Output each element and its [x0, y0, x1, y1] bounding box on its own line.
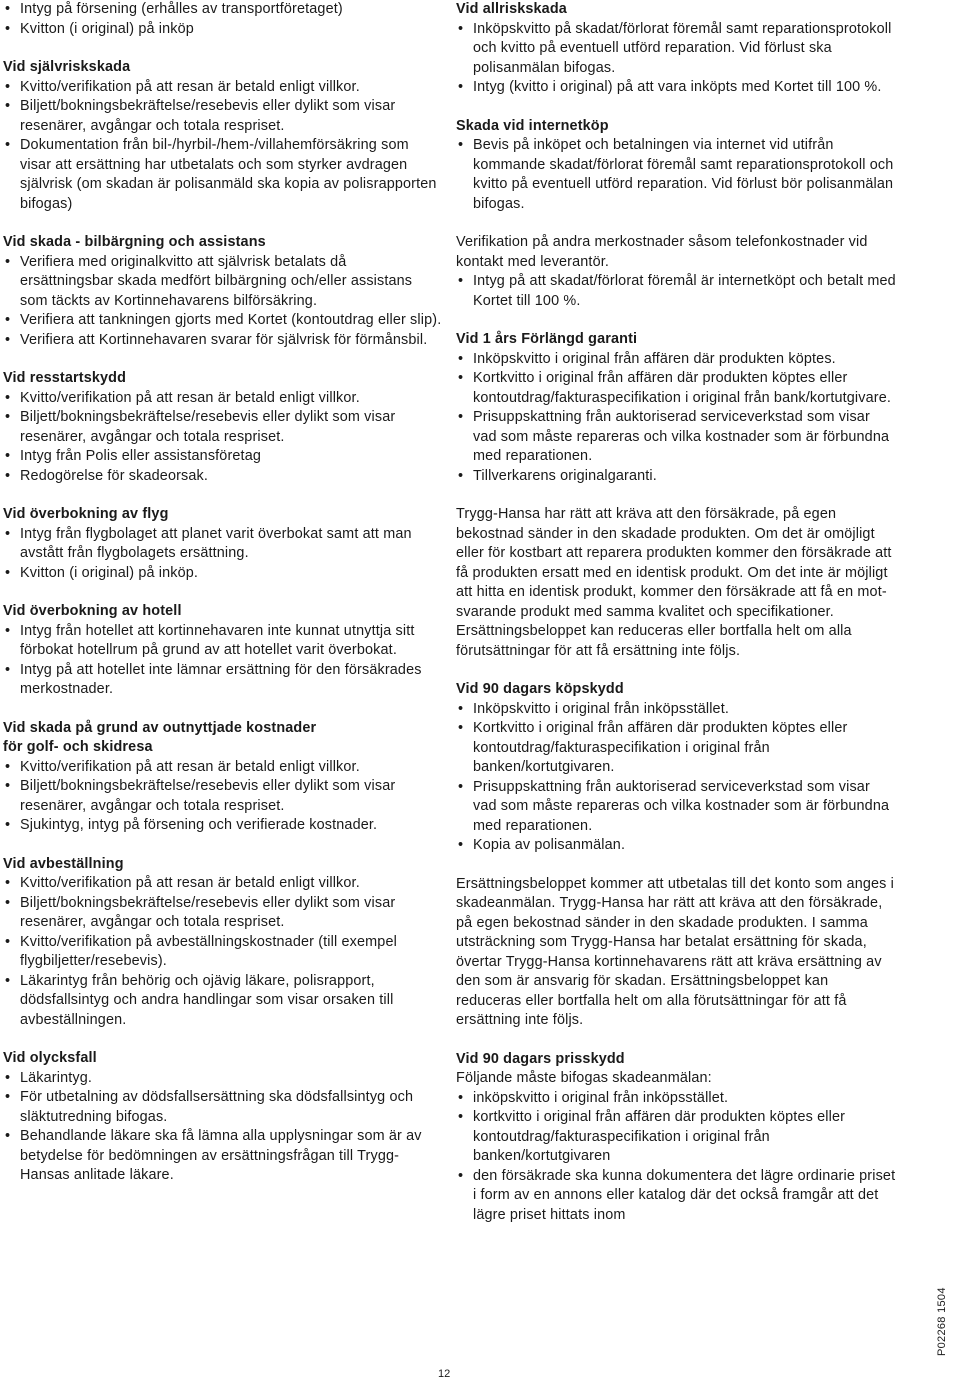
list-item: • Biljett/bokningsbekräftelse/resebevis eller dylikt som visar resenärer, avgångar och totala respriset.: [3, 97, 443, 136]
list-item: • Kortkvitto i original från affären där produkten köptes eller kontoutdrag/fakturaspecifikation i original från bank/kortutgivare.: [456, 369, 896, 408]
list-item: • Kvitton (i original) på inköp.: [3, 564, 443, 584]
right-column: [456, 0, 896, 1225]
list-item: • Dokumentation från bil-/hyrbil-/hem-/villahemförsäkring som visar att ersättning har utbetalats och som styrker avdragen självrisk (om skadan är polisanmäld ska kopia av polisrapporten bifogas): [3, 136, 443, 214]
section-overbokning-hotell: [3, 602, 443, 700]
paragraph: Trygg-Hansa har rätt att kräva att den försäkrade, på egen bekostnad sänder in den skadade produkten. Om det är omöjligt eller för kostbart att reparera produkten kommer den försäkrade att få produkten ersatt med en identisk produkt. Om det inte är möjligt att hitta en identisk produkt, kommer den försäkrade att få en motsvarande produkt med samma kvalitet och specifikationer. Ersättningsbeloppet kan reduceras eller bortfalla helt om alla förutsättningar för att få ersättning inte följs.: [456, 506, 892, 659]
paragraph: Verifikation på andra merkostnader såsom telefonkostnader vid kontakt med leverantör.: [456, 234, 868, 270]
section-heading: Vid överbokning av hotell: [3, 603, 182, 619]
section-internetkop-merkostnader: [456, 233, 896, 311]
bullet-list: [3, 0, 443, 39]
list-item: • Kopia av polisanmälan.: [456, 836, 896, 856]
list-item: • Intyg på att skadat/förlorat föremål är internetköpt och betalt med Kortet till 100 %.: [456, 272, 896, 311]
section-outnyttjade-kostnader: [3, 719, 443, 836]
paragraph: Ersättningsbeloppet kommer att utbetalas till det konto som anges i skadeanmälan. Trygg-Hansa har rätt att kräva att den försäkrade, på egen bekostnad sänder in den skadade produkten. I samma utsträckning som Trygg-Hansa har betalat ersättning för skada, övertar Trygg-Hansa kortinnehavarens rätt att kräva ersättning av den som är ansvarig för skadan. Ersättningsbeloppet kan reduceras eller bortfalla helt om alla förutsättningar för att få ersättning inte följs.: [456, 875, 895, 1028]
section-internetkop: [456, 117, 896, 215]
list-item: • Intyg (kvitto i original) på att vara inköpts med Kortet till 100 %.: [456, 78, 896, 98]
bullet-list: [456, 272, 896, 311]
list-item: • Verifiera att Kortinnehavaren svarar för självrisk för förmånsbil.: [3, 331, 443, 351]
section-sjalvrisk: [3, 58, 443, 214]
section-forlangd-garanti-text: [456, 505, 896, 661]
section-prisskydd: [456, 1050, 896, 1226]
list-item: • Verifiera att tankningen gjorts med Kortet (kontoutdrag eller slip).: [3, 311, 443, 331]
list-item: • Intyg på försening (erhålles av transportföretaget): [3, 0, 443, 20]
page-number: 12: [438, 1368, 451, 1380]
section-heading: Vid skada - bilbärgning och assistans: [3, 234, 266, 250]
bullet-list: [3, 1069, 443, 1186]
section-olycksfall: [3, 1049, 443, 1186]
left-column: [3, 0, 443, 1186]
bullet-list: [3, 758, 443, 836]
section-heading: Vid skada på grund av outnyttjade kostnader: [3, 719, 317, 736]
list-item: • inköpskvitto i original från inköpsstället.: [456, 1089, 896, 1109]
bullet-list: [3, 253, 443, 351]
section-heading: Skada vid internetköp: [456, 117, 609, 134]
section-heading: Vid resstartskydd: [3, 370, 127, 386]
list-item: • Tillverkarens originalgaranti.: [456, 467, 896, 487]
list-item: • Sjukintyg, intyg på försening och verifierade kostnader.: [3, 816, 443, 836]
section-bilbargning: [3, 233, 443, 350]
list-item: • Prisuppskattning från auktoriserad serviceverkstad som visar vad som måste repareras och vilka kostnader som är förbundna med reparationen.: [456, 778, 896, 837]
list-item: • Behandlande läkare ska få lämna alla upplysningar som är av betydelse för bedömningen av ersättningsfrågan till Trygg-Hansas anlitade läkare.: [3, 1127, 443, 1186]
list-item: • Biljett/bokningsbekräftelse/resebevis eller dylikt som visar resenärer, avgångar och totala respriset.: [3, 408, 443, 447]
list-item: • den försäkrade ska kunna dokumentera det lägre ordinarie priset i form av en annons eller katalog där det också framgår att det lägre priset hittats inom: [456, 1167, 896, 1226]
bullet-list: [456, 20, 896, 98]
list-item: • Intyg från Polis eller assistansföretag: [3, 447, 443, 467]
list-item: • kortkvitto i original från affären där produkten köptes eller kontoutdrag/fakturaspecifikation i original från banken/kortutgivaren: [456, 1108, 896, 1167]
section-allrisk: [456, 0, 896, 98]
list-item: • Biljett/bokningsbekräftelse/resebevis eller dylikt som visar resenärer, avgångar och totala respriset.: [3, 777, 443, 816]
list-item: • Bevis på inköpet och betalningen via internet vid utifrån kommande skadat/förlorat föremål samt reparationsprotokoll och kvitto på eventuell utförd reparation. Vid förlust bör polisanmälan bifogas.: [456, 136, 896, 214]
list-item: • Biljett/bokningsbekräftelse/resebevis eller dylikt som visar resenärer, avgångar och totala respriset.: [3, 894, 443, 933]
section-forlangd-garanti: [456, 330, 896, 486]
list-item: • Kortkvitto i original från affären där produkten köptes eller kontoutdrag/fakturaspecifikation i original från banken/kortutgivaren.: [456, 719, 896, 778]
bullet-list: [456, 700, 896, 856]
section-heading: Vid självriskskada: [3, 59, 131, 75]
section-heading: Vid allriskskada: [456, 1, 567, 17]
section-heading: Vid 1 års Förlängd garanti: [456, 331, 638, 347]
bullet-list: [3, 874, 443, 1030]
section-heading: Vid 90 dagars köpskydd: [456, 681, 624, 697]
section-heading-line2: för golf- och skidresa: [3, 739, 153, 755]
section-top: [3, 0, 443, 39]
list-item: • Kvitto/verifikation på avbeställningskostnader (till exempel flygbiljetter/resebevis).: [3, 933, 443, 972]
list-item: • Kvitto/verifikation på att resan är betald enligt villkor.: [3, 758, 443, 778]
section-resstartskydd: [3, 369, 443, 486]
section-overbokning-flyg: [3, 505, 443, 583]
list-item: • Kvitton (i original) på inköp: [3, 20, 443, 40]
list-item: • Inköpskvitto i original från inköpsstället.: [456, 700, 896, 720]
section-heading: Vid överbokning av flyg: [3, 506, 169, 522]
list-item: • Kvitto/verifikation på att resan är betald enligt villkor.: [3, 874, 443, 894]
bullet-list: [456, 136, 896, 214]
list-item: • Intyg från hotellet att kortinnehavaren inte kunnat utnyttja sitt förbokat hotellrum på grund av att hotellet varit överbokat.: [3, 622, 443, 661]
bullet-list: [3, 525, 443, 584]
bullet-list: [3, 389, 443, 487]
bullet-list: [456, 350, 896, 487]
list-item: • Prisuppskattning från auktoriserad serviceverkstad som visar vad som måste repareras och vilka kostnader som är förbundna med reparationen.: [456, 408, 896, 467]
list-item: • Inköpskvitto i original från affären där produkten köptes.: [456, 350, 896, 370]
section-heading: Vid 90 dagars prisskydd: [456, 1050, 625, 1067]
list-item: • Kvitto/verifikation på att resan är betald enligt villkor.: [3, 78, 443, 98]
list-item: • Kvitto/verifikation på att resan är betald enligt villkor.: [3, 389, 443, 409]
bullet-list: [456, 1089, 896, 1226]
list-item: • Inköpskvitto på skadat/förlorat föremål samt reparationsprotokoll och kvitto på eventuell utförd reparation. Vid förlust ska polisanmälan bifogas.: [456, 20, 896, 79]
document-code: P02268 1504: [936, 1287, 948, 1356]
section-heading: Vid avbeställning: [3, 855, 124, 872]
section-avbestallning: [3, 855, 443, 1031]
list-item: • För utbetalning av dödsfallsersättning ska dödsfallsintyg och släktutredning bifogas.: [3, 1088, 443, 1127]
list-item: • Läkarintyg från behörig och ojävig läkare, polisrapport, dödsfallsintyg och andra handlingar som visar orsaken till avbeställningen.: [3, 972, 443, 1031]
list-item: • Intyg på att hotellet inte lämnar ersättning för den försäkrades merkostnader.: [3, 661, 443, 700]
list-item: • Intyg från flygbolaget att planet varit överbokat samt att man avstått från flygbolagets ersättning.: [3, 525, 443, 564]
bullet-list: [3, 78, 443, 215]
section-kopskydd: [456, 680, 896, 856]
list-item: • Verifiera med originalkvitto att självrisk betalats då ersättningsbar skada medfört bilbärgning och/eller assistans som täckts av Kortinnehavarens bilförsäkring.: [3, 253, 443, 312]
section-heading: Vid olycksfall: [3, 1050, 97, 1066]
intro-text: Följande måste bifogas skadeanmälan:: [456, 1070, 712, 1086]
list-item: • Redogörelse för skadeorsak.: [3, 467, 443, 487]
bullet-list: [3, 622, 443, 700]
list-item: • Läkarintyg.: [3, 1069, 443, 1089]
section-kopskydd-text: [456, 875, 896, 1031]
